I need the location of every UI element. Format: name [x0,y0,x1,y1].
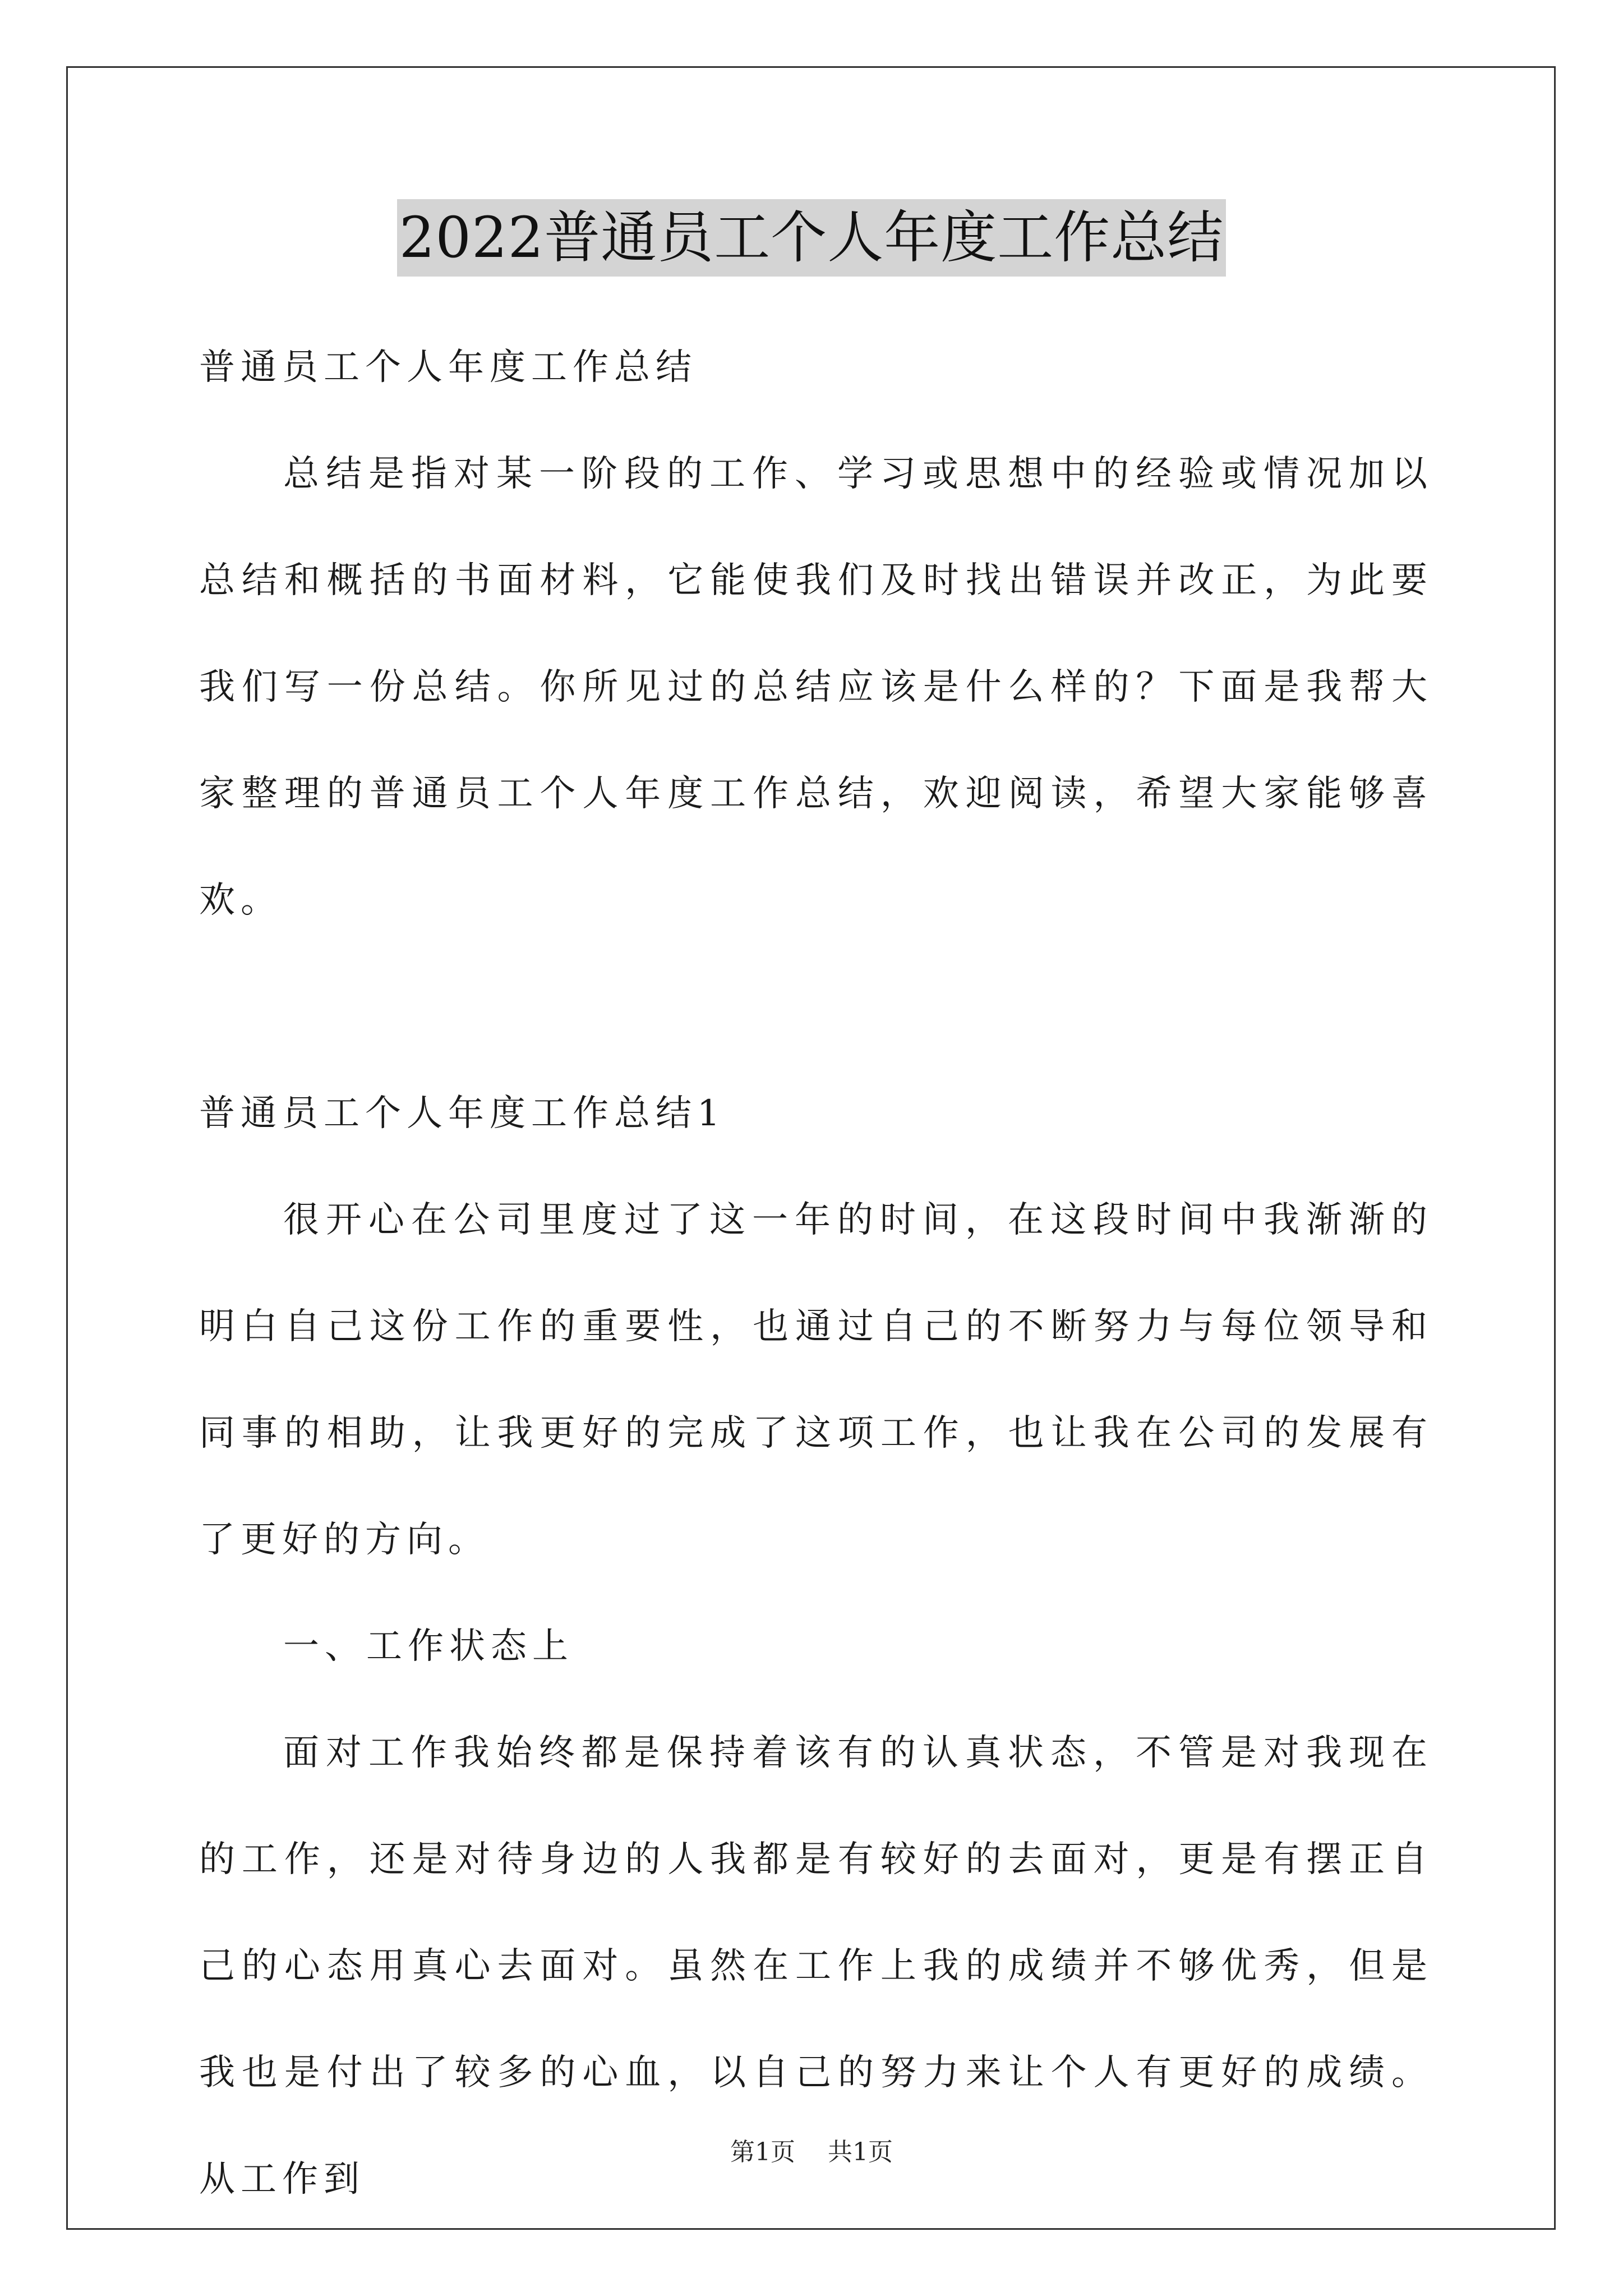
section-heading: 普通员工个人年度工作总结 [199,347,697,388]
section-heading: 普通员工个人年度工作总结1 [199,1093,726,1134]
paragraph-intro: 总结是指对某一阶段的工作、学习或思想中的经验或情况加以总结和概括的书面材料，它能使我们及时找出错误并改正，为此要我们写一份总结。你所见过的总结应该是什么样的？下面是我帮大家整理的普通员工个人年度工作总结，欢迎阅读，希望大家能够喜欢。 [199,453,1433,921]
document-body [199,314,1433,2233]
document-title: 2022普通员工个人年度工作总结 [397,199,1227,277]
title-container [0,199,1623,277]
page-number: 第1页 [730,2138,795,2166]
paragraph-body: 很开心在公司里度过了这一年的时间，在这段时间中我渐渐的明白自己这份工作的重要性，也通过自己的不断努力与每位领导和同事的相助，让我更好的完成了这项工作，也让我在公司的发展有了更好的方向。 [199,1199,1433,1561]
paragraph-body: 面对工作我始终都是保持着该有的认真状态，不管是对我现在的工作，还是对待身边的人我都是有较好的去面对，更是有摆正自己的心态用真心去面对。虽然在工作上我的成绩并不够优秀，但是我也是付出了较多的心血，以自己的努力来让个人有更好的成绩。从工作到 [199,1732,1433,2200]
page-footer [0,2132,1623,2168]
page-total: 共1页 [828,2138,893,2166]
paragraph-gap [199,954,1433,1060]
subsection-heading: 一、工作状态上 [283,1626,574,1667]
